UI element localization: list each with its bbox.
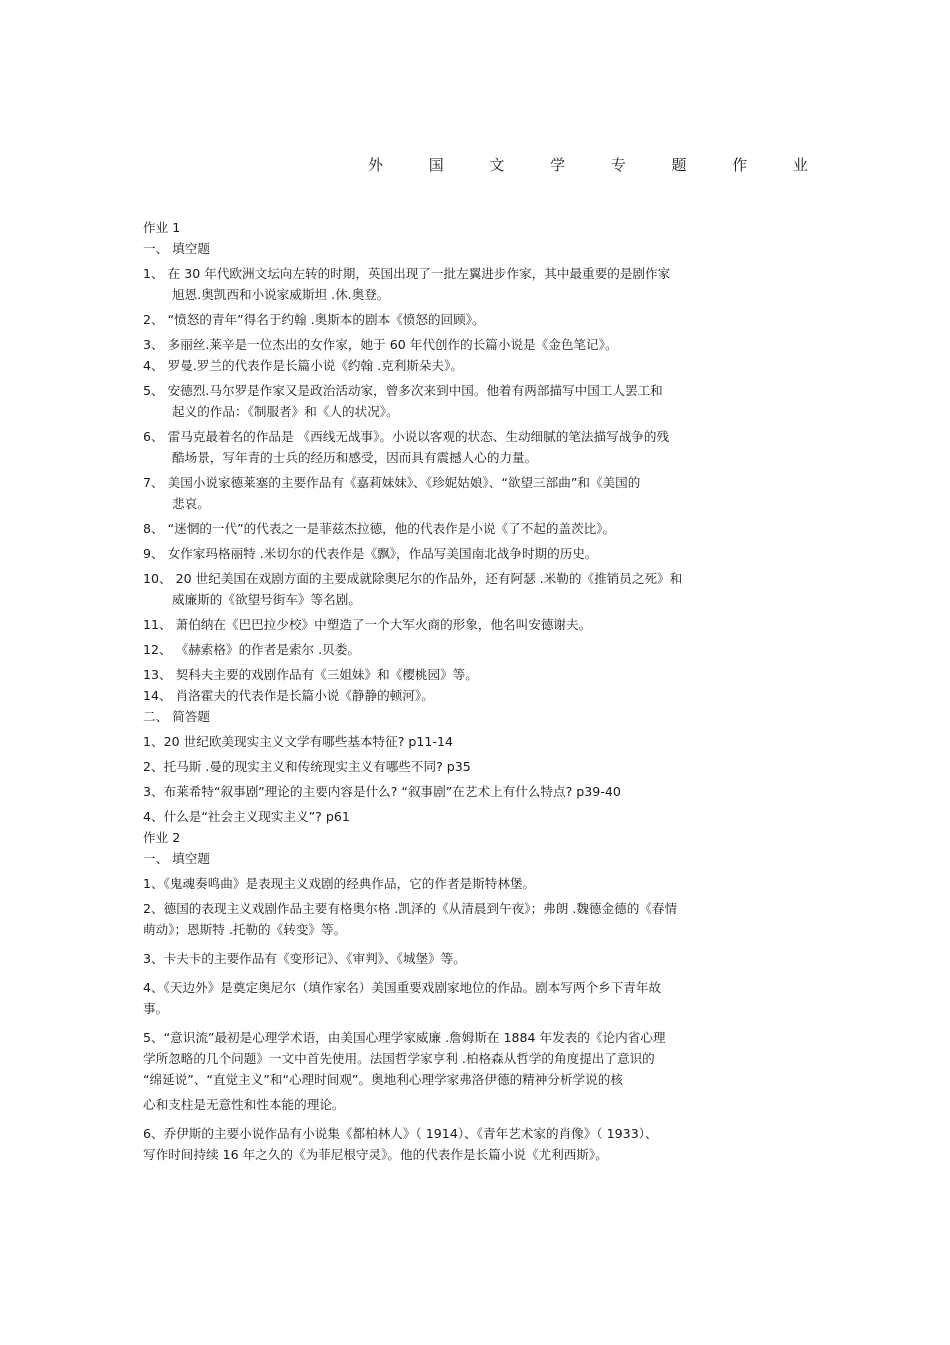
section-fill-blank-2: 一、 填空题 [143,851,210,866]
question-6-line-1: 6、 雷马克最着名的作品是 《西线无战事》。小说以客观的状态、生动细腻的笔法描写战争的残 [143,429,670,444]
question-13: 13、 契科夫主要的戏剧作品有《三姐妹》和《樱桃园》等。 [143,667,478,682]
question-9: 9、 女作家玛格丽特 .米切尔的代表作是《飘》，作品写美国南北战争时期的历史。 [143,546,598,561]
homework-2-label: 作业 2 [143,830,181,845]
short-answer-1: 1、20 世纪欧美现实主义文学有哪些基本特征? p11-14 [143,734,454,749]
title-char: 题 [671,156,687,174]
question-2: 2、 “愤怒的青年”得名于约翰 .奥斯本的剧本《愤怒的回顾》。 [143,312,485,327]
title-char: 国 [428,156,444,174]
question-1-line-2: 旭恩.奥凯西和小说家威斯坦 .休.奥登。 [172,287,390,302]
title-char: 作 [732,156,748,174]
hw2-question-4-line-2: 事。 [143,1001,169,1016]
question-14: 14、 肖洛霍夫的代表作是长篇小说《静静的顿河》。 [143,688,434,703]
hw2-question-6-line-2: 写作时间持续 16 年之久的《为菲尼根守灵》。他的代表作是长篇小说《尤利西斯》。 [143,1147,608,1162]
page-title [368,154,808,175]
question-3: 3、 多丽丝.莱辛是一位杰出的女作家，她于 60 年代创作的长篇小说是《金色笔记》。 [143,337,618,352]
hw2-question-2-line-1: 2、德国的表现主义戏剧作品主要有格奥尔格 .凯泽的《从清晨到午夜》；弗朗 .魏德金德的《春情 [143,901,678,916]
question-7-line-1: 7、 美国小说家德莱塞的主要作品有《嘉莉妹妹》、《珍妮姑娘》、“欲望三部曲”和《美国的 [143,475,641,490]
question-12: 12、 《赫索格》的作者是索尔 .贝娄。 [143,642,360,657]
homework-1-label: 作业 1 [143,220,181,235]
question-11: 11、 萧伯纳在《巴巴拉少校》中塑造了一个大军火商的形象，他名叫安德谢夫。 [143,617,592,632]
question-1-line-1: 1、 在 30 年代欧洲文坛向左转的时期，英国出现了一批左翼进步作家，其中最重要的是剧作家 [143,266,671,281]
question-10-line-1: 10、 20 世纪美国在戏剧方面的主要成就除奥尼尔的作品外，还有阿瑟 .米勒的《推销员之死》和 [143,571,683,586]
question-5-line-1: 5、 安德烈.马尔罗是作家又是政治活动家，曾多次来到中国。他着有两部描写中国工人罢工和 [143,383,663,398]
hw2-question-4-line-1: 4、《天边外》是奠定奥尼尔（填作家名）美国重要戏剧家地位的作品。剧本写两个乡下青年故 [143,980,662,995]
hw2-question-6-line-1: 6、乔伊斯的主要小说作品有小说集《都柏林人》（ 1914）、《青年艺术家的肖像》（ 1933）、 [143,1126,658,1141]
hw2-question-5-line-2: 学所忽略的几个问题》一文中首先使用。法国哲学家亨利 .柏格森从哲学的角度提出了意识的 [143,1051,655,1066]
question-7-line-2: 悲哀。 [172,496,210,511]
question-8: 8、 “迷惘的一代”的代表之一是菲兹杰拉德，他的代表作是小说《了不起的盖茨比》。 [143,521,616,536]
hw2-question-5-line-1: 5、“意识流”最初是心理学术语，由美国心理学家威廉 .詹姆斯在 1884 年发表的《论内省心理 [143,1030,666,1045]
title-char: 学 [550,156,566,174]
hw2-question-1: 1、《鬼魂奏鸣曲》是表现主义戏剧的经典作品，它的作者是斯特林堡。 [143,876,536,891]
section-fill-blank: 一、 填空题 [143,241,210,256]
title-char: 外 [368,156,384,174]
hw2-question-2-line-2: 萌动》；恩斯特 .托勒的《转变》等。 [143,922,347,937]
short-answer-3: 3、布莱希特“叙事剧”理论的主要内容是什么? “叙事剧”在艺术上有什么特点? p39-40 [143,784,621,799]
title-char: 文 [489,156,505,174]
question-4: 4、 罗曼.罗兰的代表作是长篇小说《约翰 .克利斯朵夫》。 [143,358,463,373]
hw2-question-3: 3、卡夫卡的主要作品有《变形记》、《审判》、《城堡》等。 [143,951,466,966]
hw2-question-5-line-4: 心和支柱是无意性和性本能的理论。 [143,1097,345,1112]
title-char: 业 [792,156,808,174]
question-10-line-2: 威廉斯的《欲望号街车》等名剧。 [172,592,361,607]
short-answer-4: 4、什么是“社会主义现实主义”? p61 [143,809,350,824]
question-6-line-2: 酷场景，写年青的士兵的经历和感受，因而具有震撼人心的力量。 [172,450,538,465]
hw2-question-5-line-3: “绵延说”、“直觉主义”和“心理时间观”。奥地利心理学家弗洛伊德的精神分析学说的核 [143,1072,623,1087]
question-5-line-2: 起义的作品：《制服者》和《人的状况》。 [172,404,399,419]
title-char: 专 [610,156,626,174]
section-short-answer: 二、 简答题 [143,709,210,724]
document-body [143,217,815,1165]
short-answer-2: 2、托马斯 .曼的现实主义和传统现实主义有哪些不同? p35 [143,759,471,774]
